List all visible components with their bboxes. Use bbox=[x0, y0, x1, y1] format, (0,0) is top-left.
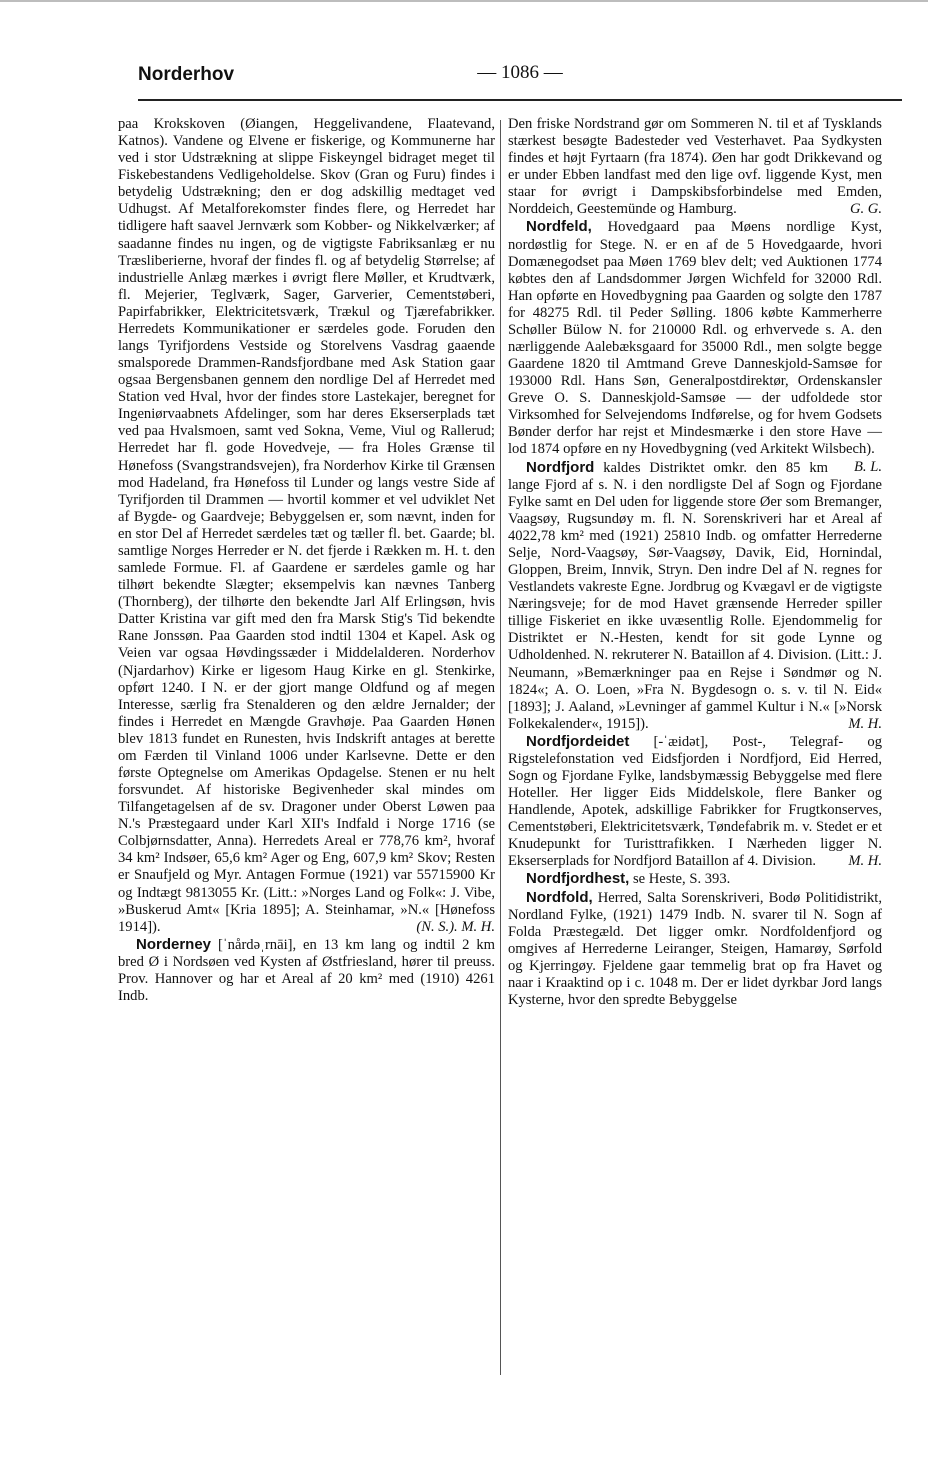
top-edge-rule bbox=[0, 0, 928, 2]
right-column bbox=[508, 116, 882, 1009]
paragraph-text: Den friske Nordstrand gør om Sommeren N. til et af Tysklands stærkest besøgte Badesteder ved Vesterhavet. Paa Sydkysten findes et højt Fyrtaarn (fra 1874). Øen har godt Drikkevand og er under Ebben landfast med den lige ovf. liggende Kyst, men staar for øvrigt i Dampskibsforbindelse med Emden, Norddeich, Geestemünde og Hamburg. bbox=[508, 116, 882, 218]
entry-headword: Nordfjordhest, bbox=[526, 870, 630, 888]
entry-text: [-ˈæidət], Post-, Telegraf- og Rigstelefonstation ved Eidsfjorden i Nordfjord, Eid Herred, Sogn og Fjordane Fylke, landsbymæssig Bebyggelse med flere Hoteller. Her ligger Eids Middelskole, flere Banker og Handlende, Apotek, adskillige Fabrikker for Frugtkonserves, Cementstøberi, Elektricitetsværk, Tøndefabrik m. v. Stedet er et Knudepunkt for Turisttrafikken. I Nærheden ligger N. Ekserserplads for Nordfjord Bataillon af 4. Division. bbox=[508, 733, 882, 870]
left-column bbox=[118, 116, 495, 1005]
entry-headword: Norderney bbox=[136, 935, 212, 953]
header-rule bbox=[138, 99, 902, 101]
entry-text: se Heste, S. 393. bbox=[629, 871, 731, 888]
entry-headword: Nordfold, bbox=[526, 888, 593, 906]
continuation-paragraph bbox=[508, 116, 882, 218]
entry-norderney bbox=[118, 936, 495, 1005]
author-signature: G. G. bbox=[849, 201, 882, 218]
author-signature: B. L. bbox=[854, 458, 882, 475]
entry-text: Hovedgaard paa Møens nordlige Kyst, nordøstlig for Stege. N. er en af de 5 Hovedgaarde, hvori Domænegodset paa Møen 1769 blev delt; ved Auktionen 1774 købtes den af Landsdommer Jørgen Wichfeld for 32000 Rdl. Han opførte en Hovedbygning paa Gaarden og solgte den 1787 for 48275 Rdl. til Peder Sølling. 1806 købte Kammerherre Schøller Bülow N. for 210000 Rdl. og erhvervede s. A. den nærliggende Aalebæksgaard for 35000 Rdl., men solgte begge Gaardene 1820 til Amtmand Greve Danneskjold-Samsøe for 193000 Rdl. Hans Søn, Generalpostdirektør, Ordenskansler Greve O. S. Danneskjold-Samsøe — der udfoldede stor Virksomhed for Selvejendoms Indførelse, og for hvem Godsets Bønder derfor har rejst et Mindesmærke i den store Have — lod 1874 opføre en ny Hovedbygning (ved Arkitekt Wilsbech). bbox=[508, 219, 882, 458]
entry-nordfjordhest bbox=[508, 870, 882, 888]
author-signature: (N. S.). M. H. bbox=[416, 918, 495, 935]
entry-text: kaldes Distriktet omkr. den 85 km lange Fjord af s. N. i den nordligste Del af Sogn og Fjordane Fylke samt en Del uden for liggende store Øer som Bremanger, Vaagsøy, Rugsundøy m. fl. N. Sorenskriveri har et Areal af 4022,78 km² med (1921) 25810 Indb. og omfatter Herrederne Selje, Nord-Vaagsøy, Sør-Vaagsøy, Davik, Eid, Hornindal, Gloppen, Breim, Innvik, Stryn. Den indre Del af N. regnes for Vestlandets vakreste Egne. Jordbrug og Kvægavl er de vigtigste Næringsveje; for de mod Havet grænsende Herreder spiller tillige Fiskeriet en ikke uvæsentlig Rolle. Ejendommelig for Distriktet er N.-Hesten, kendt for sit gode Lynne og Udholdenhed. N. rekruterer N. Bataillon af 4. Division. (Litt.: J. Neumann, »Bemærkninger paa en Rejse i Søndmør og N. 1824«; A. O. Loen, »Fra N. Bygdesogn o. s. v. til N. Eid« [1893]; J. Aaland, »Levninger af gammel Kultur i N.« [»Norsk Folkekalender«, 1915]). bbox=[508, 459, 882, 732]
page-header bbox=[138, 60, 902, 90]
page-number: — 1086 — bbox=[477, 62, 563, 83]
paragraph-text: paa Krokskoven (Øiangen, Heggelivandene, Flaatevand, Katnos). Vandene og Elvene er fiskerige, og Kommunerne har ved i stor Udstrækning at slippe Fiskeyngel bidraget meget til Fiskebestandens Vedligeholdelse. Skov (Gran og Furu) findes i betydelig Udstrækning; den er dog adskillig medtaget ved Udhugst. Af Metalforekomster findes flere, og Herredet har tidligere haft saavel Jernværk som Kobber- og Nikkelværker; af saadanne findes nu ingen, og de vigtigste Fabriksanlæg er nu Træsliberierne, hvoraf der findes fl. og af betydelig Størrelse; af industrielle Anlæg mærkes i øvrigt flere Møller, et Krudtværk, fl. Mejerier, Teglværk, Sager, Garverier, Cementstøberi, Papirfabrikker, Elektricitetsværk, Trækul og Tjærefabrikker. Herredets Kommunikationer er særdeles gode. Foruden den langs Tyrifjordens Vestside og Storelvens Vasdrag gaaende smalsporede Drammen-Randsfjordbane med Ask Station gaar ogsaa Bergensbanen gennem den nordlige Del af Herredet med Station ved Hval, hvor der findes store Lastekajer, beregnet for Ingeniørvaabnets Afdelinger, som har deres Ekserserplads tæt ved paa Hvalsmoen, samt ved Sokna, Veme, Viul og Rallerud; Herredet har fl. gode Hovedveje, — fra Holes Grænse til Hønefoss (Svangstrandsvejen), fra Norderhov Kirke til Grænsen mod Hadeland, fra Hønefoss til Lunder og langs vestre Side af Tyrifjorden til Drammen — hvortil kommer et vel udviklet Net af Bygde- og Gaardveje; Bebyggelsen er, som nævnt, inden for en stor Del af Herredet særdeles tæt og tæller fl. bet. Gaarde; bl. samtlige Norges Herreder er N. det fjerde i Rækken m. H. t. den samlede Formue. Fl. af Gaardene er særdeles gamle og har tilhørt bekendte Slægter; eksempelvis kan nævnes Tanberg (Thornberg), der tilhørte den bekendte Jarl Alf Erlingsøn, hvis Datter Kristina var gift med den fra Marsk Stig's Tid bekendte Rane Jonssøn. Paa Gaarden stod indtil 1304 et Kapel. Ask og Veien var ogsaa Høvdingssæder i Middelalderen. Norderhov (Njardarhov) Kirke er ligesom Haug Kirke en gl. Stenkirke, opført 1240. I N. er der gjort mange Oldfund og af megen Interesse, særlig fra Stenalderen og den ældre Jernalder; der findes i Herredet en Mængde Gravhøje. Paa Gaarden Hønen blev 1813 fundet en Runesten, hvis Indskrift antages at berette om Færden til Vinland 1006 under Karlsevne. Dette er den første Optegnelse om Amerikas Opdagelse. Stenen er nu helt forsvundet. Af historiske Begivenheder skal mindes om Tilfangetagelsen af de sv. Dragoner under Oberst Løwen paa N.'s Præstegaard under Karl XII's Indfald i Norge 1716 (se Colbjørnsdatter, Anna). Herredets Areal er 778,76 km², hvoraf 34 km² Indsøer, 65,6 km² Ager og Eng, 607,9 km² Skov; Resten er Snaufjeld og Myr. Antagen Formue (1921) var 55715900 Kr og Indtægt 9813055 Kr. (Litt.: »Norges Land og Folk«: J. Vibe, »Buskerud Amt« [Kria 1895]; A. Steinhamar, »N.« [Hønefoss 1914]). bbox=[118, 116, 495, 935]
continuation-paragraph bbox=[118, 116, 495, 936]
column-divider bbox=[500, 120, 501, 1375]
entry-text: Herred, Salta Sorenskriveri, Bodø Politidistrikt, Nordland Fylke, (1921) 1479 Indb. N. svarer til N. Sogn af Folda Præstegæld. Det ligger omkr. Nordfoldenfjord og omgives af Herrederne Leiranger, Steigen, Hamarøy, Sørfold og Kjerringøy. Fjeldene gaar temmelig brat op fra Havet og naar i Kraaktind op i c. 1048 m. Der er lidet dyrkbar Jord langs Kysterne, hvor den spredte Bebyggelse bbox=[508, 889, 882, 1008]
entry-nordfold bbox=[508, 889, 882, 1010]
author-signature: M. H. bbox=[848, 715, 882, 732]
entry-headword: Nordfjordeidet bbox=[526, 732, 630, 750]
entry-headword: Nordfeld, bbox=[526, 218, 592, 236]
author-signature: M. H. bbox=[848, 853, 882, 870]
entry-nordfjordeidet bbox=[508, 733, 882, 871]
running-head: Norderhov bbox=[138, 64, 235, 85]
entry-text: [ˈnårdəˌrnāi], en 13 km lang og indtil 2 km bred Ø i Nordsøen ved Kysten af Østfriesland, hører til preuss. Prov. Hannover og har et Areal af 20 km² med (1910) 4261 Indb. bbox=[118, 936, 495, 1004]
entry-nordfjord bbox=[508, 459, 882, 733]
entry-headword: Nordfjord bbox=[526, 458, 595, 476]
